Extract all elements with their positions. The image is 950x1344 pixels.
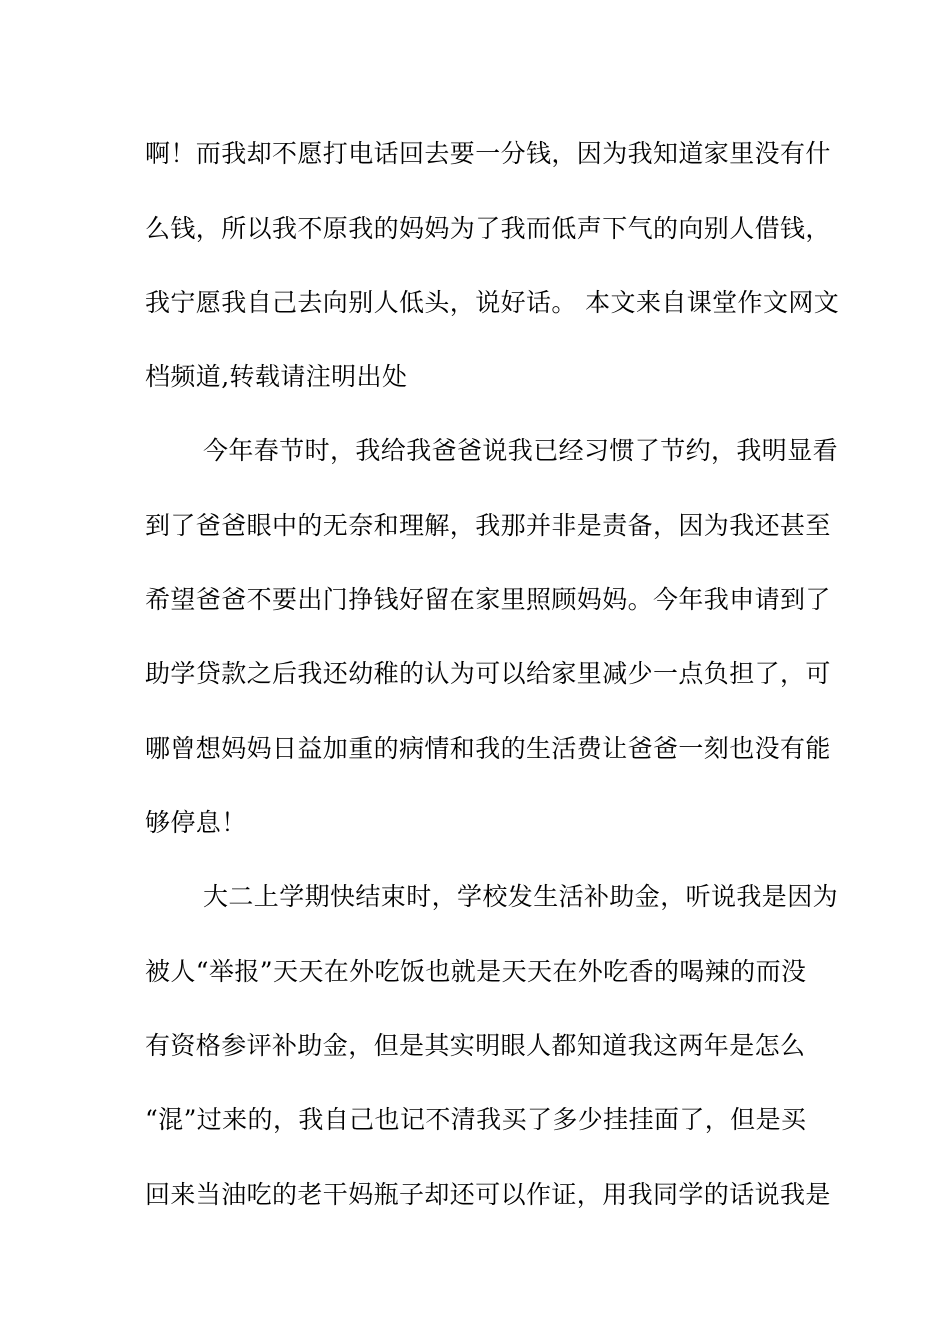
text-line: 被人“举报”天天在外吃饭也就是天天在外吃香的喝辣的而没	[145, 957, 807, 986]
paragraph-first-line: 今年春节时，我给我爸爸说我已经习惯了节约，我明显看	[203, 436, 839, 465]
text-line: 有资格参评补助金，但是其实明眼人都知道我这两年是怎么	[145, 1031, 806, 1060]
text-line: 档频道,转载请注明出处	[145, 362, 408, 391]
text-line: 哪曾想妈妈日益加重的病情和我的生活费让爸爸一刻也没有能	[145, 734, 831, 763]
text-line: 希望爸爸不要出门挣钱好留在家里照顾妈妈。今年我申请到了	[145, 585, 831, 614]
text-line: 助学贷款之后我还幼稚的认为可以给家里减少一点负担了，可	[145, 659, 831, 688]
text-line: 啊！而我却不愿打电话回去要一分钱，因为我知道家里没有什	[145, 139, 831, 168]
text-line: 么钱，所以我不原我的妈妈为了我而低声下气的向别人借钱，	[145, 214, 831, 243]
text-line: 到了爸爸眼中的无奈和理解，我那并非是责备，因为我还甚至	[145, 511, 831, 540]
text-line: “混”过来的，我自己也记不清我买了多少挂挂面了，但是买	[145, 1105, 807, 1134]
text-line: 回来当油吃的老干妈瓶子却还可以作证，用我同学的话说我是	[145, 1180, 831, 1209]
text-line: 够停息！	[145, 808, 247, 837]
paragraph-first-line: 大二上学期快结束时，学校发生活补助金，听说我是因为	[203, 882, 839, 911]
text-line: 我宁愿我自己去向别人低头，说好话。 本文来自课堂作文网文	[145, 288, 840, 317]
